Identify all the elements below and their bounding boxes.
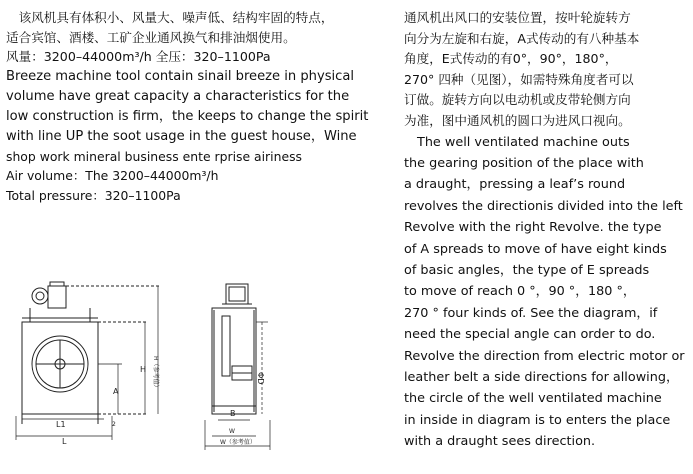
label-w: W xyxy=(229,428,235,435)
en-intro-line-1: Breeze machine tool contain sinail breeze in physical xyxy=(6,68,355,84)
en-install-line-12: leather belt a side directions for allowing， xyxy=(404,370,679,386)
label-l: L xyxy=(62,437,67,446)
en-install-line-3: a draught，pressing a leaf’s round xyxy=(404,177,626,193)
en-install-line-4: revolves the directionis divided into the left xyxy=(404,198,683,214)
en-install-line-7: of basic angles，the type of E spreads xyxy=(404,263,650,278)
cn-intro-line-2: 适合宾馆、酒楼、工矿企业通风换气和排油烟使用。 xyxy=(6,29,296,45)
en-install-line-5: Revolve with the right Revolve. the type xyxy=(404,220,662,236)
label-h-ref: H（参考值） xyxy=(152,356,159,391)
label-w-ref: W（参考值） xyxy=(220,439,256,446)
en-install-line-15: with a draught sees direction. xyxy=(404,434,596,450)
en-intro-line-2: volume have great capacity a characteristics for the xyxy=(6,88,350,104)
en-install-line-6: of A spreads to move of have eight kinds xyxy=(404,241,667,257)
en-intro-line-3: low construction is firm，the keeps to change the spirit xyxy=(6,108,369,124)
label-h: H xyxy=(140,365,147,374)
en-install-line-2: the gearing position of the place with xyxy=(404,155,644,171)
total-pressure-spec: Total pressure：320–1100Pa xyxy=(6,187,181,203)
cn-install-line-2: 向分为左旋和右旋，A式传动的有八种基本 xyxy=(404,30,640,46)
air-volume-spec: Air volume：The 3200–44000m³/h xyxy=(6,168,219,184)
cn-install-line-1: 通风机出风口的安装位置，按叶轮旋转方 xyxy=(404,10,631,25)
drawing-canvas xyxy=(0,276,400,474)
label-d: ΦD xyxy=(256,372,265,385)
fan-dimension-drawing xyxy=(0,276,400,474)
en-intro-line-4: with line UP the soot usage in the guest house，Wine xyxy=(6,128,357,144)
label-b: B xyxy=(230,409,236,418)
label-a: A xyxy=(113,387,119,396)
en-install-line-8: to move of reach 0 °，90 °，180 °， xyxy=(404,284,636,300)
en-install-line-14: in inside in diagram is to enters the place xyxy=(404,412,671,428)
left-column xyxy=(6,8,376,205)
cn-spec-line: 风量：3200–44000m³/h 全压：320–1100Pa xyxy=(6,49,271,65)
cn-install-line-6: 为准，图中通风机的圆口为进风口视向。 xyxy=(404,112,631,128)
en-intro-line-5: shop work mineral business ente rprise airiness xyxy=(6,148,302,164)
label-2: 2 xyxy=(112,421,116,428)
label-l1: L1 xyxy=(56,420,66,429)
motor-pulley-icon xyxy=(32,288,48,304)
front-view xyxy=(16,282,160,440)
right-column xyxy=(404,8,691,453)
cn-install-line-4: 270° 四种（见图），如需特殊角度者可以 xyxy=(404,71,634,87)
en-install-line-11: Revolve the direction from electric motor or xyxy=(404,348,685,364)
fan-housing-side xyxy=(212,308,256,414)
en-install-line-10: need the special angle can order to do. xyxy=(404,327,656,343)
motor-body xyxy=(48,286,66,308)
cn-intro-line-1: 该风机具有体积小、风量大、噪声低、结构牢固的特点， xyxy=(6,10,334,25)
en-install-line-13: the circle of the well ventilated machine xyxy=(404,391,662,407)
cn-install-line-3: 角度，E式传动的有0°，90°，180°， xyxy=(404,51,618,67)
cn-install-line-5: 订做。旋转方向以电动机或皮带轮侧方向 xyxy=(404,92,631,108)
side-view xyxy=(205,284,270,450)
en-install-line-9: 270 ° four kinds of. See the diagram，if xyxy=(404,305,658,321)
en-install-line-1: The well ventilated machine outs xyxy=(417,134,630,150)
